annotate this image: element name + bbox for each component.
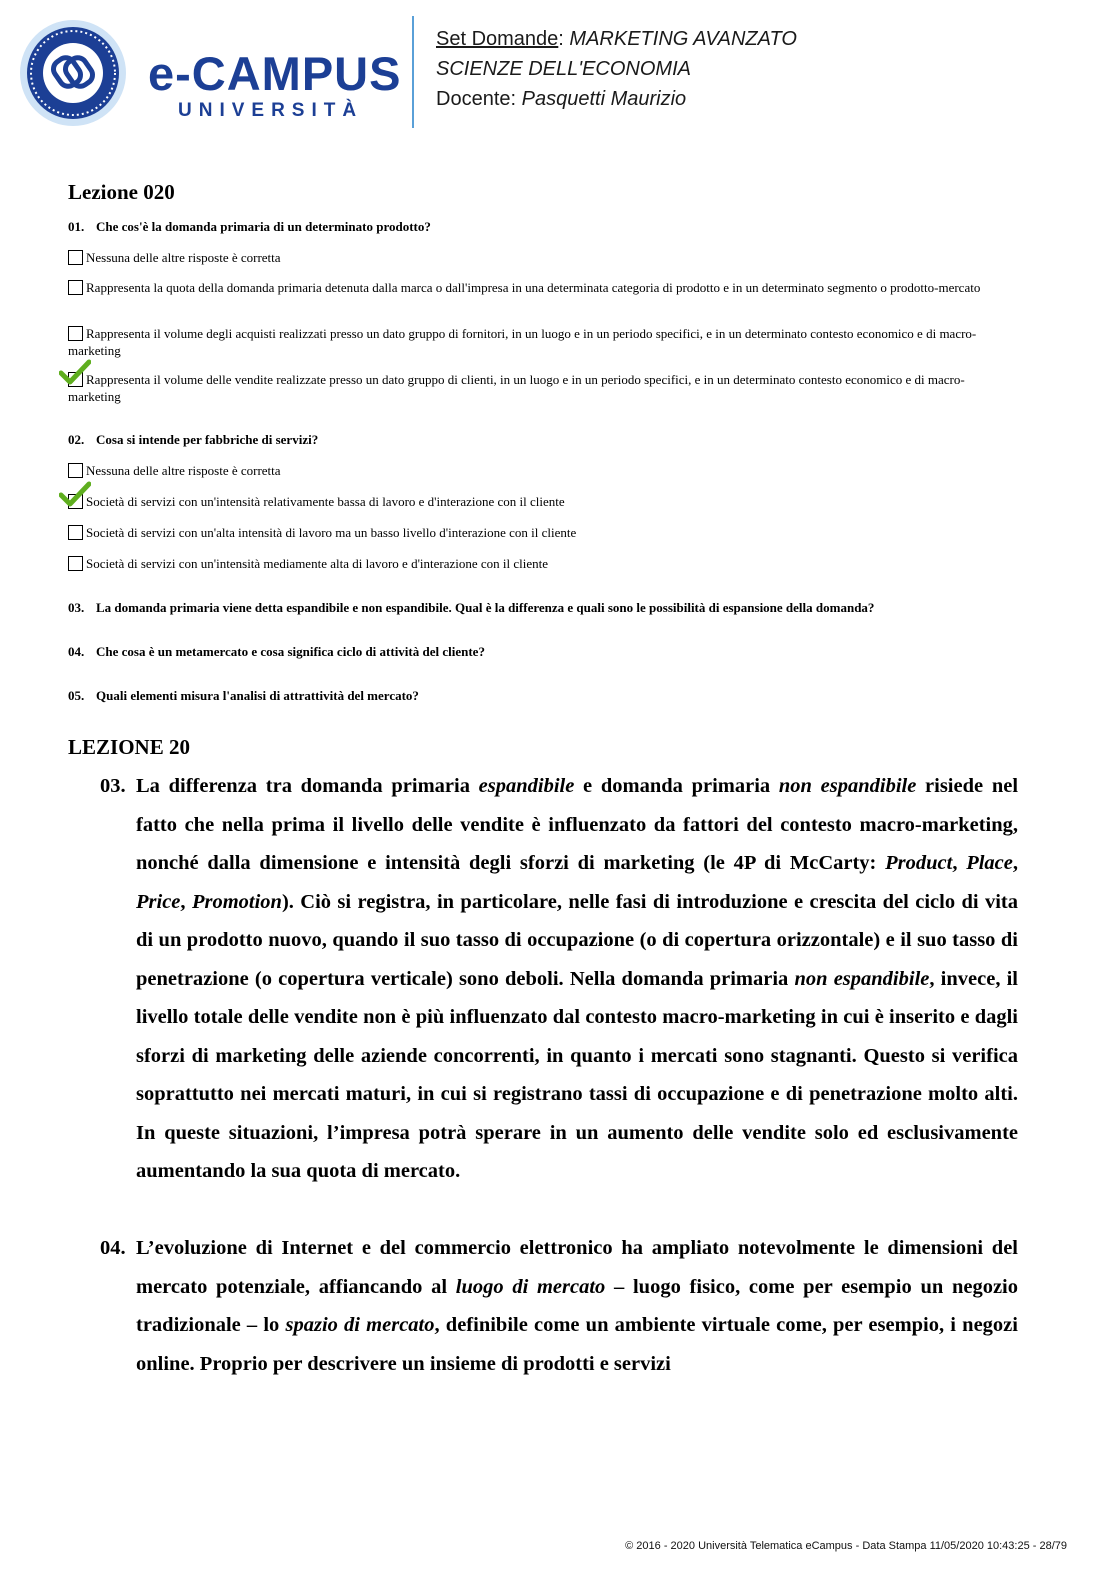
italic-run: non espandibile [778,775,917,797]
question-03 [68,600,874,616]
course-info [436,24,797,114]
question-04 [68,644,485,660]
wordmark-universita: UNIVERSITÀ [178,100,364,121]
course-name: MARKETING AVANZATO [569,28,797,50]
teacher-name: Pasquetti Maurizio [521,88,687,110]
notes-title: LEZIONE 20 [68,735,190,759]
answer-checkbox-checked[interactable] [68,494,83,509]
checkmark-icon [59,481,91,507]
text-run: , [180,890,192,913]
italic-run: luogo di mercato [455,1275,606,1298]
question-text: Che cosa è un metamercato e cosa significa ciclo di attività del cliente? [96,644,485,659]
question-text: Che cos'è la domanda primaria di un determinato prodotto? [96,219,431,234]
paragraph-text [136,767,1018,1191]
question-05 [68,688,419,704]
answer-text: Rappresenta il volume delle vendite realizzate presso un dato gruppo di clienti, in un luogo e in un periodo specifici, e in un determinato contesto economico e di macro-marketing [68,372,965,404]
answer-option[interactable] [68,325,1008,359]
paragraph-text [136,1229,1018,1383]
course-set-line: Set Domande: MARKETING AVANZATO [436,28,797,50]
question-number: 02. [68,432,85,447]
answer-checkbox[interactable] [68,525,83,540]
question-text: Cosa si intende per fabbriche di servizi? [96,432,319,447]
text-run: , [1012,852,1018,874]
question-number: 04. [68,644,85,659]
checkmark-icon [59,359,91,385]
answer-text: Società di servizi con un'intensità relativamente bassa di lavoro e d'interazione con il cliente [86,494,565,509]
answer-text: Rappresenta la quota della domanda primaria detenuta dalla marca o dall'impresa in una determinata categoria di prodotto e in un determinato segmento o prodotto-mercato [86,280,981,295]
answer-checkbox[interactable] [68,280,83,295]
page-footer: © 2016 - 2020 Università Telematica eCampus - Data Stampa 11/05/2020 10:43:25 - 28/79 [625,1540,1067,1552]
header-divider [412,16,414,128]
answer-option-correct[interactable] [68,493,1008,510]
text-run: , definibile come un ambiente virtuale come, per esempio, i negozi online. Proprio per descrivere un insieme di prodotti e servizi [136,1314,1018,1375]
ecampus-seal-logo [18,18,128,128]
answer-text: Rappresenta il volume degli acquisti realizzati presso un dato gruppo di fornitori, in un luogo e in un periodo specifici, e in un determinato contesto economico e di macro-marketing [68,326,977,358]
italic-run: Product [885,852,953,874]
ecampus-wordmark [148,47,402,122]
answer-option[interactable] [68,524,1008,541]
italic-run: Price [136,890,181,913]
text-run: La differenza tra domanda primaria [136,775,479,797]
faculty-name: SCIENZE DELL'ECONOMIA [436,58,691,80]
answer-option[interactable] [68,279,1008,296]
answer-option-correct[interactable] [68,371,1008,405]
question-01 [68,219,431,235]
text-run: L’evoluzione di Internet e del commercio elettronico ha ampliato notevolmente le dimensioni del mercato potenziale, affiancando al [136,1237,1018,1298]
italic-run: espandibile [478,775,575,797]
page-header [0,0,1116,150]
answer-text: Nessuna delle altre risposte è corretta [86,250,281,265]
teacher-label: Docente [436,88,511,110]
answer-checkbox[interactable] [68,326,83,341]
answer-text: Società di servizi con un'intensità mediamente alta di lavoro e d'interazione con il cliente [86,556,549,571]
italic-run: non espandibile [794,967,930,990]
question-number: 01. [68,219,85,234]
text-run: , [952,852,967,874]
set-label: Set Domande [436,28,559,50]
text-run: ). Ciò si registra, in particolare, nelle fasi di introduzione e crescita del ciclo di vita di un prodotto nuovo, quando il suo tasso di occupazione (o di copertura orizzontale) e il suo tasso di penetrazione (o copertura verticale) sono deboli. Nella domanda primaria [136,890,1019,990]
answer-checkbox[interactable] [68,463,83,478]
answer-paragraph-04 [100,1229,1018,1383]
text-run: risiede nel fatto che nella prima il livello delle vendite è influenzato da fattori del contesto macro-marketing, nonché dalla dimensione e intensità degli sforzi di marketing (le 4P di McCarty: [136,775,1019,874]
wordmark-ecampus: e-CAMPUS [148,47,402,100]
question-text: Quali elementi misura l'analisi di attrattività del mercato? [96,688,419,703]
answer-option[interactable] [68,555,1008,572]
text-run: , invece, il livello totale delle vendite non è più influenzato dal contesto macro-marketing in cui è inserito e dagli sforzi di marketing delle aziende concorrenti, in quanto i mercati sono stagnanti. Questo si verifica soprattutto nei mercati maturi, in cui si registrano tassi di occupazione e di penetrazione molto alti. In queste situazioni, l’impresa potrà sperare in un aumento delle vendite solo ed esclusivamente aumentando la sua quota di mercato. [136,967,1018,1182]
answer-text: Nessuna delle altre risposte è corretta [86,463,281,478]
answer-checkbox-checked[interactable] [68,372,83,387]
text-run: – luogo fisico, come per esempio un negozio tradizionale – lo [136,1275,1019,1336]
italic-run: Promotion [191,890,282,913]
teacher-line: Docente: Pasquetti Maurizio [436,88,687,110]
answer-checkbox[interactable] [68,250,83,265]
italic-run: spazio di mercato [285,1314,435,1336]
italic-run: Place [966,852,1013,874]
answer-text: Società di servizi con un'alta intensità di lavoro ma un basso livello d'interazione con il cliente [86,525,577,540]
paragraph-number: 04. [100,1237,126,1259]
answer-option[interactable] [68,462,1008,479]
paragraph-number: 03. [100,775,126,797]
lesson-title: Lezione 020 [68,180,175,204]
text-run: e domanda primaria [574,775,779,797]
question-text: La domanda primaria viene detta espandibile e non espandibile. Qual è la differenza e quali sono le possibilità di espansione della domanda? [96,600,875,615]
answer-checkbox[interactable] [68,556,83,571]
question-02 [68,432,318,448]
answer-option[interactable] [68,249,1008,266]
answer-paragraph-03 [100,767,1018,1191]
question-number: 05. [68,688,85,703]
question-number: 03. [68,600,85,615]
